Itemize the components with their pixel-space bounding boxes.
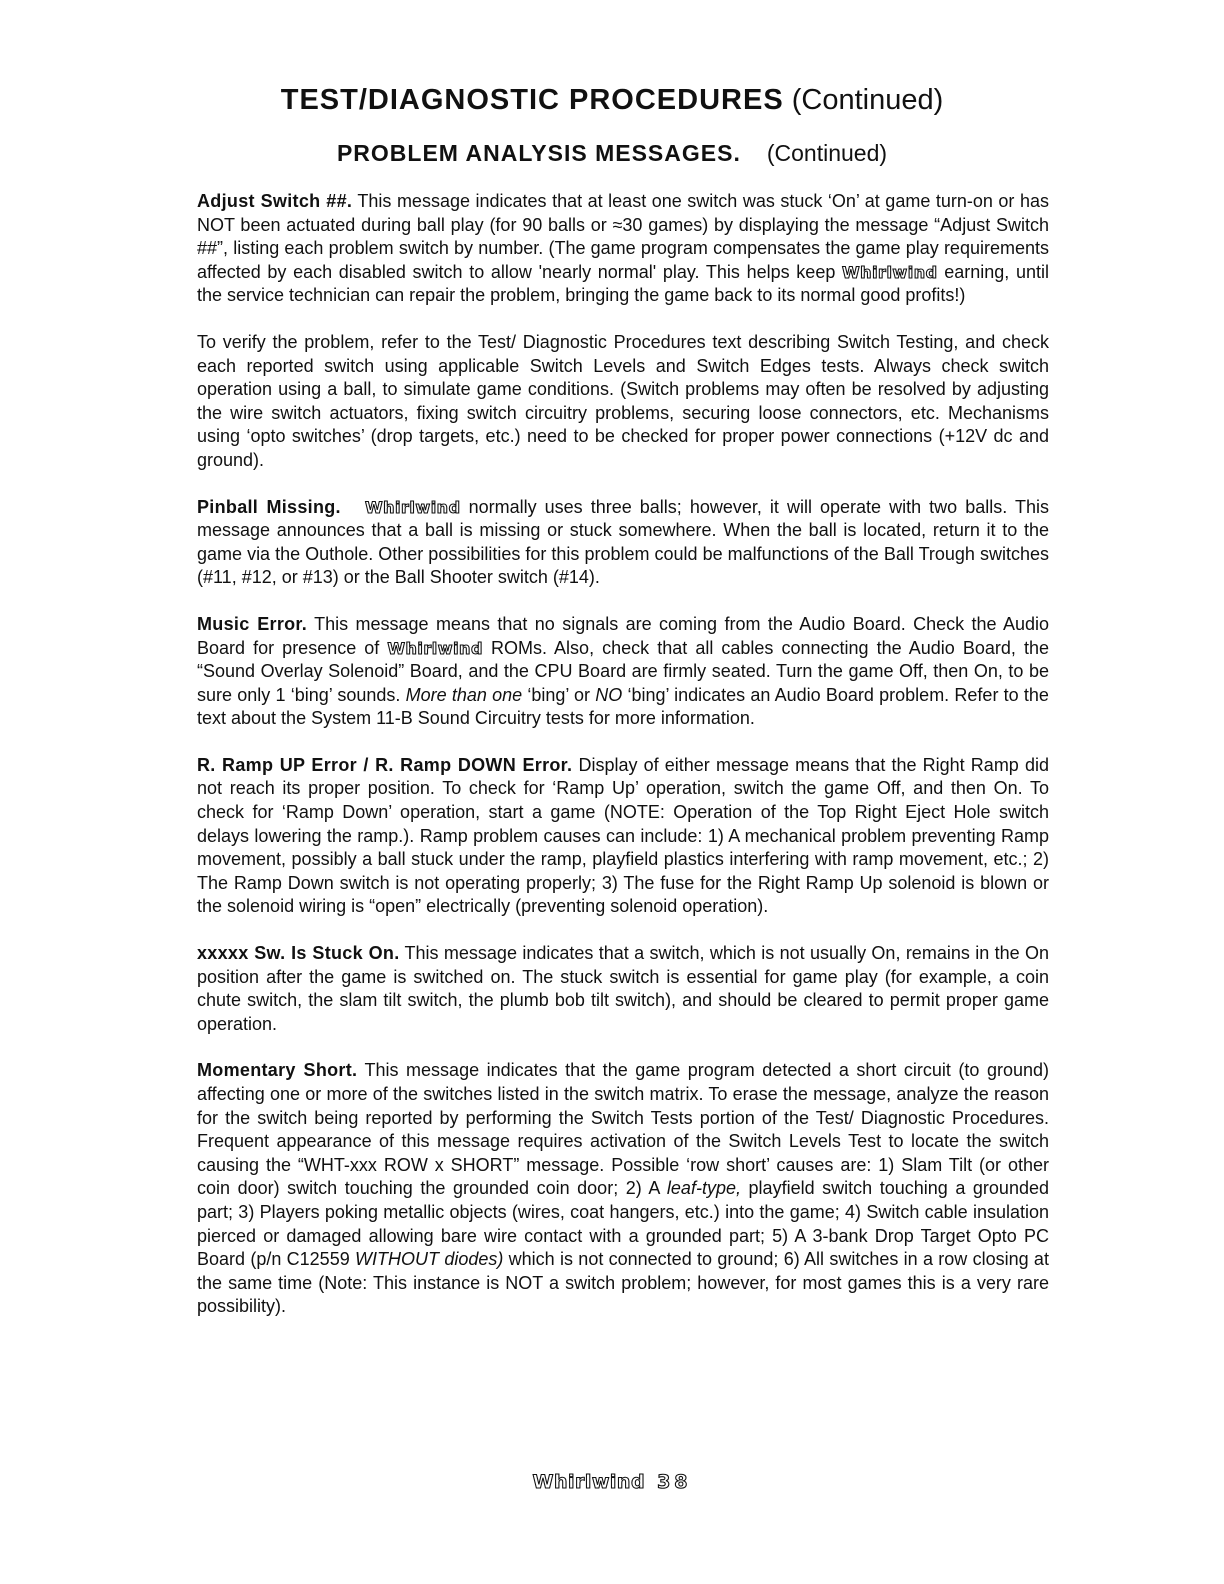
adjust-switch-text-2: earning, until the service technician can repair the problem, bringing the game back to its normal good profits!) (197, 261, 1049, 306)
section-title (0, 138, 1224, 168)
music-error-text-2: ROMs. Also, check that all cables connecting the Audio Board, the “Sound Overlay Solenoid” Board, and the CPU Board are firmly seated. Turn the game Off, then On, to be sure only 1 ‘bing’ sounds. (197, 637, 1049, 705)
page-number: 38 (657, 1471, 692, 1493)
ramp-error-text: Display of either message means that the Right Ramp did not reach its proper position. To check for ‘Ramp Up’ operation, switch the game Off, and then On. To check for ‘Ramp Down’ operation, start a game (NOTE: Operation of the Top Right Eject Hole switch delays lowering the ramp.). Ramp problem causes can include: 1) A mechanical problem preventing Ramp movement, possibly a ball stuck under the ramp, playfield plastics interfering with ramp movement, etc.; 2) The Ramp Down switch is not operating properly; 3) The fuse for the Right Ramp Up solenoid is blown or the solenoid wiring is “open” electrically (preventing solenoid operation). (197, 754, 1049, 917)
momentary-short-text-1: This message indicates that the game program detected a short circuit (to ground) affecting one or more of the switches listed in the switch matrix. To erase the message, analyze the reason for the switch being reported by performing the Switch Tests portion of the Test/ Diagnostic Procedures. Frequent appearance of this message requires activation of the Switch Levels Test to locate the switch causing the “WHT-xxx ROW x SHORT” message. Possible ‘row short’ causes are: 1) Slam Tilt (or other coin door) switch touching the grounded coin door; 2) A (197, 1060, 1049, 1199)
pinball-missing-text: normally uses three balls; however, it will operate with two balls. This message announces that a ball is missing or stuck somewhere. When the ball is located, return it to the game via the Outhole. Other possibilities for this problem could be malfunctions of the Ball Trough switches (#11, #12, or #13) or the Ball Shooter switch (#14). (197, 496, 1049, 588)
momentary-short-emphasis-1: leaf-type, (666, 1178, 741, 1199)
page-footer (0, 1470, 1224, 1495)
music-error-text-1: This message means that no signals are coming from the Audio Board. Check the Audio Board for presence of (197, 613, 1049, 658)
music-error-text-4: ‘bing’ indicates an Audio Board problem. Refer to the text about the System 11-B Sound Circuitry tests for more information. (197, 684, 1049, 729)
paragraph-stuck-switch (197, 942, 1049, 1036)
music-error-text-3: ‘bing’ or (527, 684, 591, 705)
music-error-emphasis-2: NO (595, 684, 623, 705)
adjust-switch-text-1: This message indicates that at least one switch was stuck ‘On’ at game turn-on or has NOT been actuated during ball play (for 90 balls or ≈30 games) by displaying the message “Adjust Switch ##”, listing each problem switch by number. (The game program compensates the game play requirements affected by each disabled switch to allow 'nearly normal' play. This helps keep (197, 191, 1049, 282)
momentary-short-text-3: which is not connected to ground; 6) All switches in a row closing at the same time (Note: This instance is NOT a switch problem; however, for most games this is a very rare possibility). (197, 1249, 1049, 1317)
page-title-main: TEST/DIAGNOSTIC PROCEDURES (280, 84, 784, 116)
momentary-short-emphasis-2: WITHOUT diodes) (355, 1249, 504, 1270)
stuck-switch-text: This message indicates that a switch, which is not usually On, remains in the On position after the game is switched on. The stuck switch is essential for game play (for example, a coin chute switch, the slam tilt switch, the plumb bob tilt switch), and should be cleared to permit proper game operation. (197, 943, 1049, 1034)
paragraph-momentary-short (197, 1059, 1049, 1319)
momentary-short-text-2: playfield switch touching a grounded part; 3) Players poking metallic objects (wires, coat hangers, etc.) into the game; 4) Switch cable insulation pierced or damaged allowing bare wire contact with a grounded part; 5) A 3-bank Drop Target Opto PC Board (p/n C12559 (197, 1178, 1049, 1270)
paragraph-adjust-switch (197, 190, 1049, 308)
run-in-heading-stuck-switch: xxxxx Sw. Is Stuck On. (197, 943, 400, 964)
section-title-main: PROBLEM ANALYSIS MESSAGES. (336, 140, 741, 166)
run-in-heading-momentary-short: Momentary Short. (197, 1060, 358, 1081)
run-in-heading-pinball-missing: Pinball Missing. (197, 496, 341, 517)
brand-wordmark: Whirlwind (365, 497, 461, 517)
verify-text: To verify the problem, refer to the Test/ Diagnostic Procedures text describing Switch Testing, and check each reported switch using applicable Switch Levels and Switch Edges tests. Always check switch operation using a ball, to simulate game conditions. (Switch problems may often be resolved by adjusting the wire switch actuators, fixing switch circuitry problems, securing loose connectors, etc. Mechanisms using ‘opto switches’ (drop targets, etc.) need to be checked for proper power connections (+12V dc and ground). (197, 331, 1049, 470)
paragraph-verify (197, 331, 1049, 473)
run-in-heading-adjust-switch: Adjust Switch ##. (197, 191, 353, 211)
paragraph-ramp-error (197, 754, 1049, 919)
footer-brand-wordmark: Whirlwind (532, 1471, 646, 1493)
page-title-suffix: (Continued) (791, 84, 944, 116)
brand-wordmark: Whirlwind (842, 262, 938, 282)
run-in-heading-ramp-error: R. Ramp UP Error / R. Ramp DOWN Error. (197, 754, 573, 775)
paragraph-music-error (197, 613, 1049, 731)
music-error-emphasis-1: More than one (405, 684, 523, 705)
page-title (0, 82, 1224, 118)
document-body (197, 190, 1049, 1342)
run-in-heading-music-error: Music Error. (197, 613, 308, 634)
brand-wordmark: Whirlwind (387, 638, 483, 658)
paragraph-pinball-missing (197, 496, 1049, 590)
section-title-suffix: (Continued) (766, 140, 888, 166)
